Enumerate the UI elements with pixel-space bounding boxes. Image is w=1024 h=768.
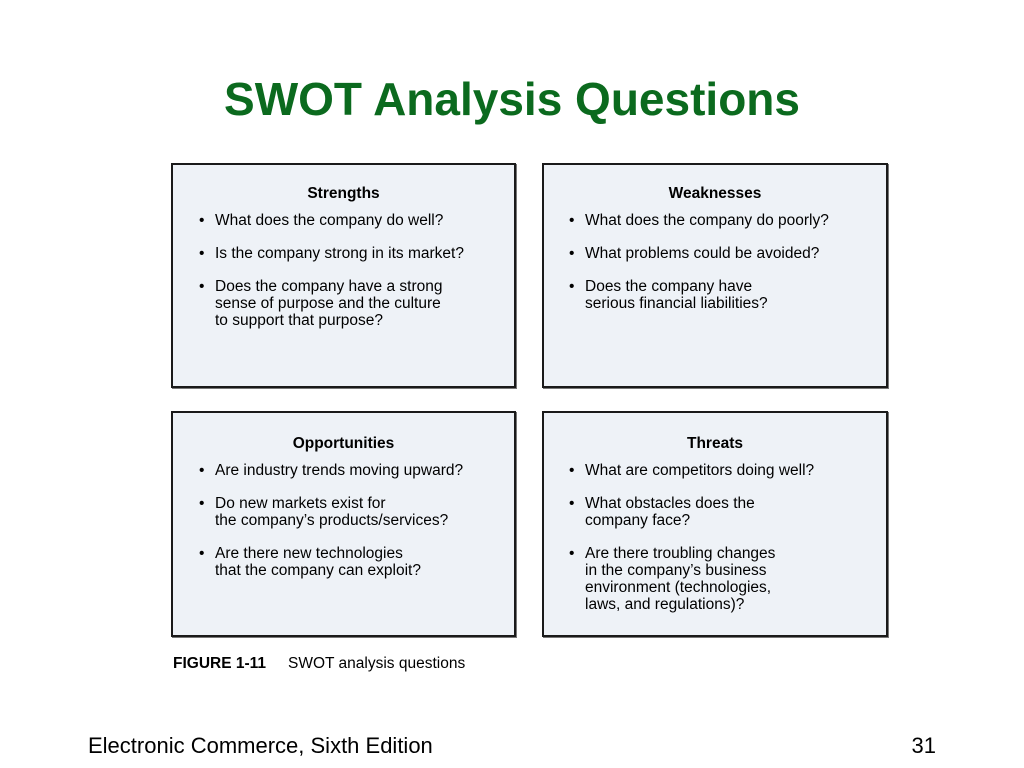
figure-label: FIGURE 1-11	[173, 655, 267, 672]
bullet-icon: •	[199, 212, 205, 229]
question-item	[199, 245, 504, 262]
question-list-opportunities	[173, 462, 514, 579]
question-list-strengths	[173, 212, 514, 329]
footer-book-title: Electronic Commerce, Sixth Edition	[88, 733, 433, 758]
bullet-icon: •	[199, 462, 205, 479]
question-text: Are there troubling changes in the company’s business environment (technologies, laws, and regulations)?	[585, 545, 776, 613]
question-item	[569, 245, 876, 262]
question-text: Are there new technologies that the company can exploit?	[215, 545, 421, 579]
quadrant-heading-threats: Threats	[687, 435, 743, 452]
page-number: 31	[911, 733, 936, 758]
slide-title: SWOT Analysis Questions	[224, 73, 800, 125]
quadrant-threats	[542, 411, 888, 637]
question-text: What obstacles does the company face?	[585, 495, 755, 529]
bullet-icon: •	[569, 495, 575, 512]
question-item	[569, 495, 876, 529]
bullet-icon: •	[199, 495, 205, 512]
question-item	[569, 462, 876, 479]
question-item	[199, 495, 504, 529]
question-text: Are industry trends moving upward?	[215, 462, 464, 479]
question-text: What problems could be avoided?	[585, 245, 820, 262]
bullet-icon: •	[569, 212, 575, 229]
bullet-icon: •	[569, 462, 575, 479]
figure-caption-text: SWOT analysis questions	[288, 655, 466, 672]
question-item	[199, 462, 504, 479]
question-text: What does the company do well?	[215, 212, 444, 229]
bullet-icon: •	[199, 245, 205, 262]
question-item	[199, 545, 504, 579]
question-text: Do new markets exist for the company’s products/services?	[215, 495, 449, 529]
question-text: What does the company do poorly?	[585, 212, 829, 229]
question-item	[569, 278, 876, 312]
quadrant-opportunities	[171, 411, 516, 637]
question-list-threats	[544, 462, 886, 613]
question-item	[569, 545, 876, 613]
question-item	[199, 278, 504, 329]
quadrant-heading-opportunities: Opportunities	[292, 435, 395, 452]
question-item	[199, 212, 504, 229]
bullet-icon: •	[569, 545, 575, 562]
question-text: Does the company have a strong sense of purpose and the culture to support that purpose?	[215, 278, 443, 329]
question-item	[569, 212, 876, 229]
bullet-icon: •	[569, 278, 575, 295]
quadrant-strengths	[171, 163, 516, 388]
figure-caption	[173, 655, 465, 673]
bullet-icon: •	[199, 545, 205, 562]
question-text: What are competitors doing well?	[585, 462, 815, 479]
quadrant-heading-weaknesses: Weaknesses	[668, 185, 762, 202]
question-text: Does the company have serious financial liabilities?	[585, 278, 768, 312]
bullet-icon: •	[199, 278, 205, 295]
quadrant-weaknesses	[542, 163, 888, 388]
bullet-icon: •	[569, 245, 575, 262]
quadrant-heading-strengths: Strengths	[307, 185, 380, 202]
question-list-weaknesses	[544, 212, 886, 312]
question-text: Is the company strong in its market?	[215, 245, 464, 262]
